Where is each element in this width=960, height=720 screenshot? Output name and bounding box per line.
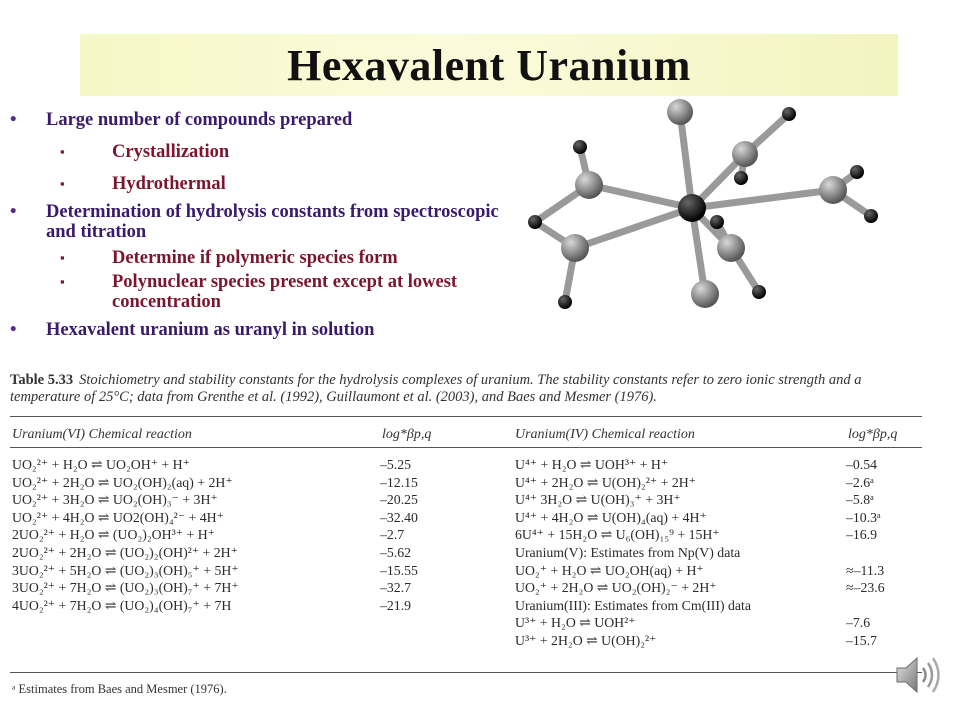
table-cell: –7.6 xyxy=(846,615,871,631)
table-row: U⁴⁺ + 2H₂O ⇌ U(OH)₂²⁺ + 2H⁺ xyxy=(515,474,696,490)
table-cell: –21.9 xyxy=(380,597,412,613)
table-row: U³⁺ + H₂O ⇌ UOH²⁺ xyxy=(515,615,636,631)
table-cell: –15.7 xyxy=(846,632,878,648)
right-log-column xyxy=(846,456,885,650)
table-row: U³⁺ + 2H₂O ⇌ U(OH)₂²⁺ xyxy=(515,632,657,648)
right-column-header: Uranium(IV) Chemical reaction xyxy=(515,427,695,442)
bullet-list xyxy=(10,110,505,340)
table-cell: ≈–23.6 xyxy=(846,580,885,596)
table-row: 6U⁴⁺ + 15H₂O ⇌ U₆(OH)₁₅⁹ + 15H⁺ xyxy=(515,527,720,543)
left-reactions-column xyxy=(12,456,239,614)
table-row: Uranium(V): Estimates from Np(V) data xyxy=(515,544,741,560)
table-cell: –32.40 xyxy=(380,509,418,525)
right-log-header: log*βp,q xyxy=(848,427,898,442)
table-cell: –0.54 xyxy=(846,457,878,472)
left-log-column xyxy=(380,456,418,614)
table-cell: –10.3ᵃ xyxy=(846,509,881,525)
table-cell: –16.9 xyxy=(846,527,878,543)
table-row: U⁴⁺ + 4H₂O ⇌ U(OH)₄(aq) + 4H⁺ xyxy=(515,509,707,525)
table-row: 3UO₂²⁺ + 5H₂O ⇌ (UO₂)₃(OH)₅⁺ + 5H⁺ xyxy=(12,562,239,578)
table-row: UO₂²⁺ + 3H₂O ⇌ UO₂(OH)₃⁻ + 3H⁺ xyxy=(12,492,218,508)
left-column-header: Uranium(VI) Chemical reaction xyxy=(12,427,192,442)
table-cell: –12.15 xyxy=(380,474,418,490)
table-cell: –2.7 xyxy=(380,527,405,543)
table-row: U⁴⁺ + H₂O ⇌ UOH³⁺ + H⁺ xyxy=(515,457,669,472)
left-log-header: log*βp,q xyxy=(382,427,432,442)
table-cell: –5.62 xyxy=(380,544,412,560)
bullet-item: • Determination of hydrolysis constants from spectroscopic and titration xyxy=(10,202,499,242)
table-row: U⁴⁺ 3H₂O ⇌ U(OH)₃⁺ + 3H⁺ xyxy=(515,492,681,508)
table-label: Table 5.33 xyxy=(10,372,74,388)
table-row: UO₂⁺ + H₂O ⇌ UO₂OH(aq) + H⁺ xyxy=(515,562,704,578)
title-bar xyxy=(80,34,898,96)
hydrolysis-table xyxy=(10,372,902,708)
table-top-rule xyxy=(10,416,922,417)
sub-bullet-item: ▪ Hydrothermal xyxy=(60,174,226,194)
slide-title: Hexavalent Uranium xyxy=(287,40,691,90)
table-bottom-rule xyxy=(10,672,922,673)
table-header-rule xyxy=(10,447,922,448)
table-row: 4UO₂²⁺ + 7H₂O ⇌ (UO₂)₄(OH)₇⁺ + 7H xyxy=(12,597,232,613)
table-cell: –5.25 xyxy=(380,457,412,472)
sub-bullet-item: ▪ Crystallization xyxy=(60,142,230,162)
table-footnote: ᵃ Estimates from Baes and Mesmer (1976). xyxy=(12,682,227,696)
table-row: UO₂²⁺ + H₂O ⇌ UO₂OH⁺ + H⁺ xyxy=(12,457,190,472)
table-caption: Table 5.33 Stoichiometry and stability constants for the hydrolysis complexes of uranium. The stability constants refer to zero ionic strength and a temperature of 25°C; data from Grenthe et al. (1992), Guillaumont et al. (2003), and Baes and Mesmer (1976). xyxy=(10,372,862,405)
bullet-item: • Large number of compounds prepared xyxy=(10,110,353,130)
right-reactions-column xyxy=(515,456,751,650)
table-cell xyxy=(846,544,885,562)
table-row: 2UO₂²⁺ + 2H₂O ⇌ (UO₂)₂(OH)²⁺ + 2H⁺ xyxy=(12,544,238,560)
table-cell: –32.7 xyxy=(380,580,412,596)
table-row: UO₂²⁺ + 4H₂O ⇌ UO2(OH)₄²⁻ + 4H⁺ xyxy=(12,509,224,525)
speaker-icon[interactable] xyxy=(893,652,943,698)
table-cell xyxy=(846,597,885,615)
table-cell: ≈–11.3 xyxy=(846,562,885,578)
table-cell: –2.6ᵃ xyxy=(846,474,874,490)
sub-bullet-item: ▪ Polynuclear species present except at lowest concentration xyxy=(60,272,458,312)
table-cell: –20.25 xyxy=(380,492,418,508)
table-row: 3UO₂²⁺ + 7H₂O ⇌ (UO₂)₃(OH)₇⁺ + 7H⁺ xyxy=(12,580,239,596)
sub-bullet-item: ▪ Determine if polymeric species form xyxy=(60,248,398,268)
table-cell: –15.55 xyxy=(380,562,418,578)
table-row: Uranium(III): Estimates from Cm(III) data xyxy=(515,597,751,613)
table-row: UO₂²⁺ + 2H₂O ⇌ UO₂(OH)₂(aq) + 2H⁺ xyxy=(12,474,233,490)
table-cell: –5.8ᵃ xyxy=(846,492,874,508)
bullet-item: • Hexavalent uranium as uranyl in solution xyxy=(10,320,375,340)
molecule-model-icon xyxy=(505,98,905,326)
table-row: UO₂⁺ + 2H₂O ⇌ UO₂(OH)₂⁻ + 2H⁺ xyxy=(515,580,717,596)
table-row: 2UO₂²⁺ + H₂O ⇌ (UO₂)₂OH³⁺ + H⁺ xyxy=(12,527,215,543)
